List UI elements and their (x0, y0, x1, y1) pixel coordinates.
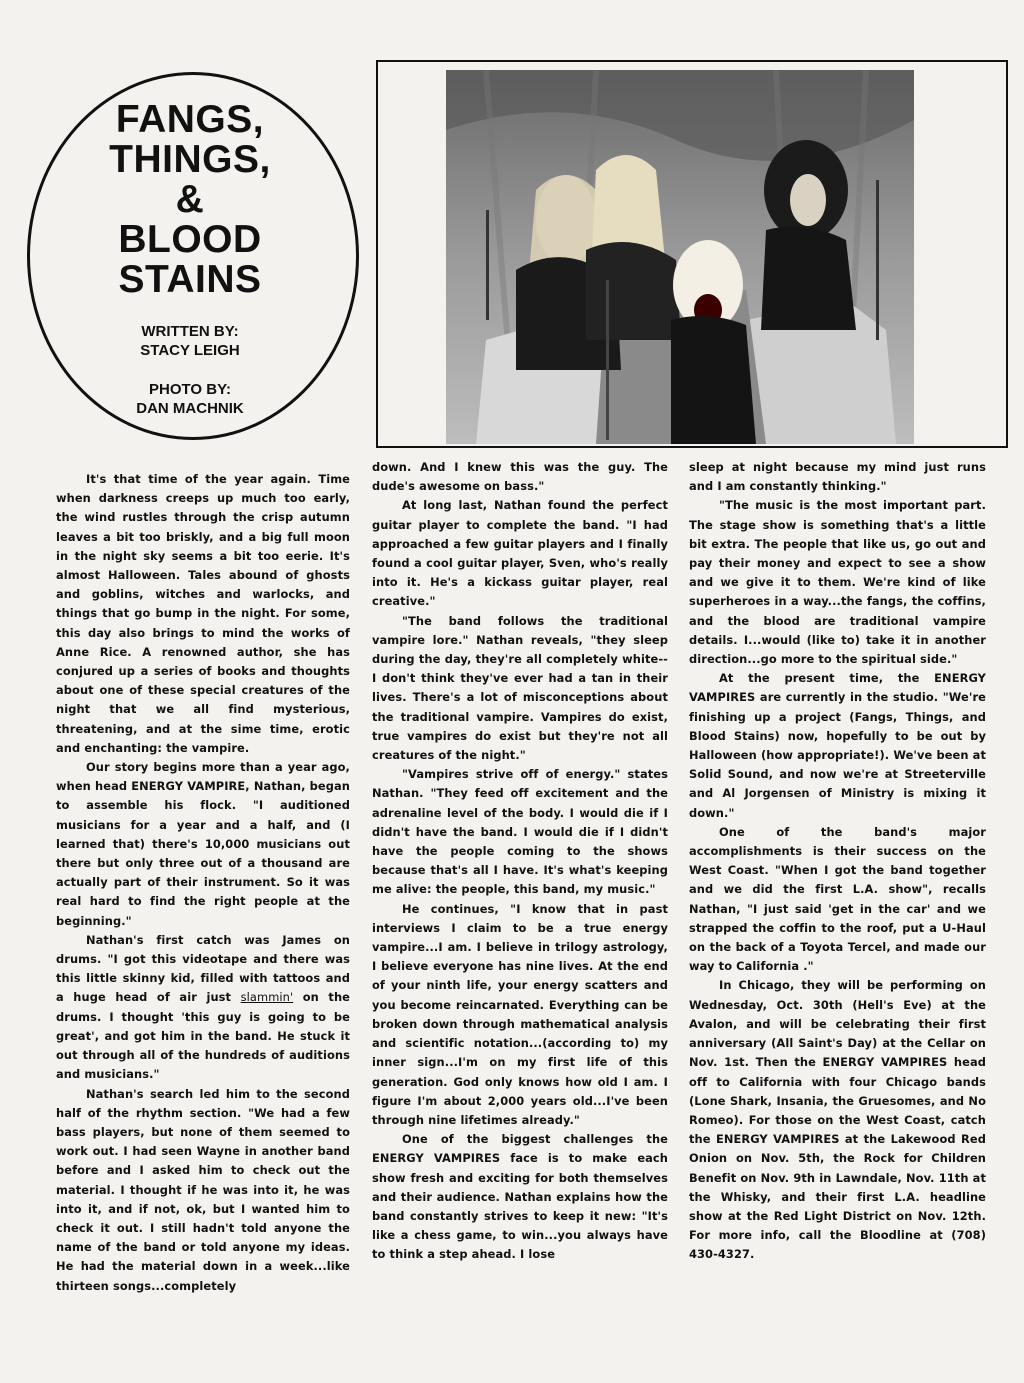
paragraph-text: Nathan's first catch was James on drums. "I got this videotape and there was this little skinny kid, filled with tattoos and a huge head of air just (56, 932, 350, 1005)
article-column-3 (689, 458, 986, 1265)
title-line: THINGS, (109, 138, 271, 181)
paragraph: One of the band's major accomplishments is their success on the West Coast. "When I got the band together and we did the first L.A. show", recalls Nathan, "I just said 'get in the car' and we strapped the coffin to the roof, put a U-Haul on the back of a Toyota Tercel, and made our way to California ." (689, 824, 986, 974)
paragraph: Our story begins more than a year ago, when head ENERGY VAMPIRE, Nathan, began to assemble his flock. "I auditioned musicians for a year and a half, and (I learned that) there's 10,000 musicians out there but only three out of a thousand are actually part of their instrument. So it was real hard to find the right people at the beginning." (56, 760, 350, 928)
paragraph: Nathan's search led him to the second half of the rhythm section. "We had a few bass players, but none of them seemed to work out. I had seen Wayne in another band before and I asked him to check out the material. I thought if he was into it, he was into it, and if not, ok, but I wanted him to check it out. I still hadn't told anyone the name of the band or told anyone my ideas. He had the material down in a week...like thirteen songs...completely (56, 1086, 350, 1293)
paragraph: It's that time of the year again. Time when darkness creeps up much too early, the wind rustles through the crisp autumn leaves a bit too briskly, and a big full moon in the night sky seems a bit too eerie. It's almost Halloween. Tales abound of ghosts and goblins, witches and warlocks, and things that go bump in the night. For some, this day also brings to mind the works of Anne Rice. A renowned author, she has conjured up a series of books and thoughts about one of these special creatures of the night that we all find mysterious, threatening, and at the sime time, erotic and enchanting: the vampire. (56, 472, 350, 755)
article-column-2 (372, 458, 668, 1265)
title-line: FANGS, (115, 98, 265, 141)
paragraph: "Vampires strive off of energy." states Nathan. "They feed off excitement and the adrenaline level of the body. I would die if I didn't have the band. I would die if I didn't have the people coming to the shows because that's all I have. It's what's keeping me alive: the people, this band, my music." (372, 767, 668, 897)
title-line: & (175, 178, 205, 221)
paragraph: "The music is the most important part. The stage show is something that's a little bit extra. The people that like us, go out and pay their money and expect to see a show and we give it to them. We're kind of like superheroes in a way...the fangs, the coffins, and the blood are traditional vampire details. I...would (like to) take it in another direction...go more to the spiritual side." (689, 498, 986, 667)
underlined-word: slammin' (240, 990, 294, 1005)
paragraph: He continues, "I know that in past interviews I claim to be a true energy vampire...I am. I believe in trilogy astrology, I believe everyone has nine lives. At the end of your ninth life, your energy scatters and you become reincarnated. Everything can be broken down through mathematical analysis and scientific notation...(according to) my inner sign...I'm on my first life of this generation. God only knows how old I am. I figure I'm about 2,000 years old...I've been through nine lifetimes already." (372, 901, 668, 1127)
paragraph: In Chicago, they will be performing on Wednesday, Oct. 30th (Hell's Eve) at the Avalon, and will be celebrating their first anniversary (All Saint's Day) at the Cellar on Nov. 1st. Then the ENERGY VAMPIRES head off to California with four Chicago bands (Lone Shark, Insania, the Gruesomes, and No Romeo). For those on the West Coast, catch the ENERGY VAMPIRES at the Lakewood Red Onion on Nov. 5th, the Rock for Children Benefit on Nov. 9th in Lawndale, Nov. 11th at the Whisky, and their first L.A. headline show at the Red Light District on Nov. 12th. For more info, call the Bloodline at (708) 430-4327. (689, 978, 986, 1262)
photo-by-label: PHOTO BY: (149, 381, 231, 398)
title-line: BLOOD (118, 218, 262, 261)
article-title (60, 100, 320, 300)
paragraph: sleep at night because my mind just runs and I am constantly thinking." (689, 460, 986, 494)
paragraph: At long last, Nathan found the perfect guitar player to complete the band. "I had approached a few guitar players and I finally found a cool guitar player, Sven, who's really into it. He's a kickass guitar player, real creative." (372, 498, 668, 609)
paragraph: down. And I knew this was the guy. The dude's awesome on bass." (372, 460, 668, 494)
photographer-name: DAN MACHNIK (136, 400, 244, 417)
written-by-label: WRITTEN BY: (141, 323, 239, 340)
title-line: STAINS (118, 258, 262, 301)
band-photo-image (446, 70, 914, 444)
paragraph: One of the biggest challenges the ENERGY VAMPIRES face is to make each show fresh and exciting for both themselves and their audience. Nathan explains how the band constantly strives to keep it new: "It's like a chess game, to win...you always have to think a step ahead. I lose (372, 1132, 668, 1262)
article-column-1 (56, 470, 350, 1296)
paragraph: At the present time, the ENERGY VAMPIRES are currently in the studio. "We're finishing up a project (Fangs, Things, and Blood Stains) now, hopefully to be out by Halloween (how appropriate!). We've been at Solid Sound, and now we're at Streeterville and Al Jorgensen of Ministry is mixing it down." (689, 671, 986, 820)
writer-credit (60, 322, 320, 360)
photo-credit (60, 380, 320, 418)
author-name: STACY LEIGH (140, 342, 240, 359)
paragraph-text: on the drums. I thought 'this guy is going to be great', and got him in the band. He stuck it out through all of the hundreds of auditions and musicians." (56, 990, 350, 1082)
paragraph (56, 931, 350, 1085)
photo-frame (376, 60, 1008, 448)
paragraph: "The band follows the traditional vampire lore." Nathan reveals, "they sleep during the day, they're all completely white--I don't think they've ever had a tan in their lives. There's a lot of misconceptions about the traditional vampire. Vampires do exist, true vampires do exist but they're not all creatures of the night." (372, 613, 668, 763)
